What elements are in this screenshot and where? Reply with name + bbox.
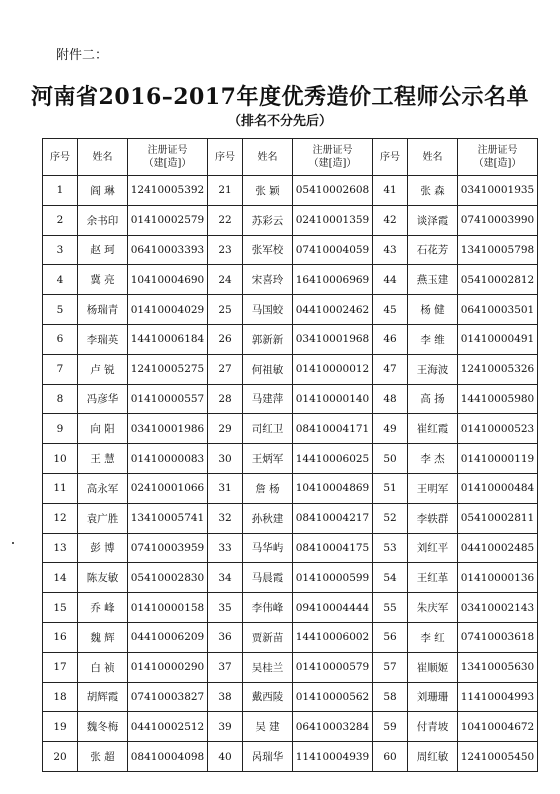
name-cell: 崔红霞 [408,414,458,444]
name-cell: 刘珊珊 [408,682,458,712]
name-cell: 魏冬梅 [78,712,128,742]
name-cell: 冯彦华 [78,384,128,414]
table-row [43,563,538,593]
cert-number-cell: 04410002462 [293,295,373,325]
table-row [43,444,538,474]
name-cell: 朱庆军 [408,593,458,623]
seq-cell: 59 [373,712,408,742]
cert-number-cell: 06410003393 [128,235,208,265]
seq-cell: 38 [208,682,243,712]
cert-number-cell: 01410000562 [293,682,373,712]
header-row [43,139,538,176]
cert-number-cell: 07410003990 [458,205,538,235]
seq-cell: 13 [43,533,78,563]
name-cell: 张军校 [243,235,293,265]
cert-number-cell: 12410005275 [128,354,208,384]
cert-number-cell: 02410001066 [128,473,208,503]
cert-number-cell: 01410000140 [293,384,373,414]
name-cell: 马建萍 [243,384,293,414]
table-row [43,503,538,533]
seq-cell: 15 [43,593,78,623]
name-cell: 王明军 [408,473,458,503]
cert-number-cell: 12410005450 [458,742,538,772]
cert-number-cell: 01410000579 [293,652,373,682]
header-name: 姓名 [243,139,293,176]
seq-cell: 43 [373,235,408,265]
cert-number-cell: 08410004098 [128,742,208,772]
seq-cell: 16 [43,622,78,652]
name-cell: 胡辉霞 [78,682,128,712]
header-seq: 序号 [208,139,243,176]
header-seq: 序号 [43,139,78,176]
name-cell: 李 维 [408,324,458,354]
table-row [43,712,538,742]
cert-number-cell: 13410005630 [458,652,538,682]
name-cell: 彭 博 [78,533,128,563]
cert-number-cell: 14410006002 [293,622,373,652]
name-cell: 马国蛟 [243,295,293,325]
seq-cell: 10 [43,444,78,474]
header-cert [128,139,208,176]
seq-cell: 48 [373,384,408,414]
cert-number-cell: 13410005798 [458,235,538,265]
name-cell: 李 红 [408,622,458,652]
table-row [43,295,538,325]
seq-cell: 40 [208,742,243,772]
header-cert [293,139,373,176]
seq-cell: 29 [208,414,243,444]
cert-number-cell: 07410003618 [458,622,538,652]
page-subtitle: （排名不分先后） [227,114,332,129]
name-cell: 赵 珂 [78,235,128,265]
name-cell: 宋喜玲 [243,265,293,295]
seq-cell: 53 [373,533,408,563]
cert-number-cell: 01410004029 [128,295,208,325]
cert-number-cell: 04410002485 [458,533,538,563]
table-row [43,176,538,206]
cert-number-cell: 05410002811 [458,503,538,533]
seq-cell: 8 [43,384,78,414]
name-cell: 贾新苗 [243,622,293,652]
table-row [43,205,538,235]
name-cell: 刘红平 [408,533,458,563]
name-cell: 戴西陵 [243,682,293,712]
cert-number-cell: 11410004939 [293,742,373,772]
seq-cell: 58 [373,682,408,712]
attachment-label: 附件二： [56,48,109,63]
seq-cell: 52 [373,503,408,533]
cert-number-cell: 03410001968 [293,324,373,354]
seq-cell: 51 [373,473,408,503]
table-row [43,593,538,623]
header-cert-line1: 注册证号 [147,145,188,156]
cert-number-cell: 07410003959 [128,533,208,563]
cert-number-cell: 07410004059 [293,235,373,265]
seq-cell: 60 [373,742,408,772]
cert-number-cell: 13410005741 [128,503,208,533]
name-cell: 袁广胜 [78,503,128,533]
seq-cell: 55 [373,593,408,623]
cert-number-cell: 10410004869 [293,473,373,503]
name-cell: 谈泽霞 [408,205,458,235]
name-cell: 马晨霞 [243,563,293,593]
name-cell: 张 超 [78,742,128,772]
name-cell: 马华屿 [243,533,293,563]
cert-number-cell: 08410004171 [293,414,373,444]
seq-cell: 6 [43,324,78,354]
header-cert [458,139,538,176]
seq-cell: 7 [43,354,78,384]
seq-cell: 32 [208,503,243,533]
seq-cell: 5 [43,295,78,325]
seq-cell: 14 [43,563,78,593]
name-cell: 杨瑞青 [78,295,128,325]
name-cell: 白 祯 [78,652,128,682]
seq-cell: 3 [43,235,78,265]
name-cell: 李伟峰 [243,593,293,623]
name-cell: 高永军 [78,473,128,503]
seq-cell: 20 [43,742,78,772]
seq-cell: 41 [373,176,408,206]
table-row [43,742,538,772]
cert-number-cell: 01410000119 [458,444,538,474]
seq-cell: 18 [43,682,78,712]
name-cell: 魏 辉 [78,622,128,652]
seq-cell: 19 [43,712,78,742]
header-cert-line2: （建[造]） [308,158,357,169]
name-cell: 阎 琳 [78,176,128,206]
cert-number-cell: 01410000136 [458,563,538,593]
name-cell: 郭新新 [243,324,293,354]
seq-cell: 42 [373,205,408,235]
name-cell: 张 颖 [243,176,293,206]
name-cell: 王红革 [408,563,458,593]
name-cell: 崔顺姬 [408,652,458,682]
seq-cell: 2 [43,205,78,235]
cert-number-cell: 02410001359 [293,205,373,235]
cert-number-cell: 12410005326 [458,354,538,384]
header-cert-line1: 注册证号 [312,145,353,156]
table-row [43,414,538,444]
cert-number-cell: 01410000012 [293,354,373,384]
seq-cell: 33 [208,533,243,563]
cert-number-cell: 14410005980 [458,384,538,414]
seq-cell: 22 [208,205,243,235]
cert-number-cell: 03410001935 [458,176,538,206]
header-cert-line2: （建[造]） [143,158,192,169]
seq-cell: 28 [208,384,243,414]
seq-cell: 24 [208,265,243,295]
cert-number-cell: 01410000491 [458,324,538,354]
name-cell: 高 扬 [408,384,458,414]
seq-cell: 46 [373,324,408,354]
seq-cell: 35 [208,593,243,623]
header-cert-line2: （建[造]） [473,158,522,169]
cert-number-cell: 10410004690 [128,265,208,295]
name-cell: 苏彩云 [243,205,293,235]
name-cell: 杨 健 [408,295,458,325]
name-cell: 吴 建 [243,712,293,742]
scan-speck [12,542,14,544]
name-cell: 石花芳 [408,235,458,265]
cert-number-cell: 12410005392 [128,176,208,206]
seq-cell: 9 [43,414,78,444]
cert-number-cell: 05410002608 [293,176,373,206]
name-cell: 乔 峰 [78,593,128,623]
cert-number-cell: 07410003827 [128,682,208,712]
name-cell: 燕玉建 [408,265,458,295]
seq-cell: 54 [373,563,408,593]
seq-cell: 30 [208,444,243,474]
seq-cell: 23 [208,235,243,265]
seq-cell: 37 [208,652,243,682]
cert-number-cell: 05410002812 [458,265,538,295]
cert-number-cell: 04410006209 [128,622,208,652]
seq-cell: 12 [43,503,78,533]
seq-cell: 27 [208,354,243,384]
seq-cell: 4 [43,265,78,295]
name-cell: 余书印 [78,205,128,235]
seq-cell: 44 [373,265,408,295]
page-title: 河南省2016–2017年度优秀造价工程师公示名单 [31,84,529,110]
name-cell: 王海波 [408,354,458,384]
name-cell: 王炳军 [243,444,293,474]
table-row [43,384,538,414]
seq-cell: 1 [43,176,78,206]
name-cell: 吴桂兰 [243,652,293,682]
seq-cell: 57 [373,652,408,682]
header-seq: 序号 [373,139,408,176]
seq-cell: 17 [43,652,78,682]
name-cell: 詹 杨 [243,473,293,503]
table-body [43,176,538,772]
seq-cell: 31 [208,473,243,503]
cert-number-cell: 03410002143 [458,593,538,623]
cert-number-cell: 05410002830 [128,563,208,593]
name-cell: 司红卫 [243,414,293,444]
name-cell: 李瑞英 [78,324,128,354]
cert-number-cell: 06410003284 [293,712,373,742]
cert-number-cell: 08410004175 [293,533,373,563]
cert-number-cell: 01410000158 [128,593,208,623]
cert-number-cell: 06410003501 [458,295,538,325]
seq-cell: 50 [373,444,408,474]
cert-number-cell: 16410006969 [293,265,373,295]
cert-number-cell: 01410000557 [128,384,208,414]
table-row [43,265,538,295]
name-cell: 何祖敏 [243,354,293,384]
seq-cell: 49 [373,414,408,444]
table-row [43,682,538,712]
cert-number-cell: 10410004672 [458,712,538,742]
header-name: 姓名 [408,139,458,176]
name-cell: 呙瑞华 [243,742,293,772]
seq-cell: 56 [373,622,408,652]
cert-number-cell: 01410000484 [458,473,538,503]
cert-number-cell: 01410000290 [128,652,208,682]
cert-number-cell: 01410000599 [293,563,373,593]
table-row [43,324,538,354]
cert-number-cell: 08410004217 [293,503,373,533]
cert-number-cell: 01410000083 [128,444,208,474]
header-cert-line1: 注册证号 [477,145,518,156]
name-cell: 王 慧 [78,444,128,474]
table-row [43,354,538,384]
cert-number-cell: 01410000523 [458,414,538,444]
seq-cell: 34 [208,563,243,593]
cert-number-cell: 03410001986 [128,414,208,444]
cert-number-cell: 11410004993 [458,682,538,712]
name-cell: 卢 锐 [78,354,128,384]
table-row [43,533,538,563]
seq-cell: 11 [43,473,78,503]
name-cell: 张 森 [408,176,458,206]
cert-number-cell: 14410006025 [293,444,373,474]
seq-cell: 21 [208,176,243,206]
name-cell: 付青坡 [408,712,458,742]
seq-cell: 39 [208,712,243,742]
cert-number-cell: 04410002512 [128,712,208,742]
seq-cell: 36 [208,622,243,652]
table-row [43,235,538,265]
seq-cell: 26 [208,324,243,354]
name-cell: 周红敏 [408,742,458,772]
cert-number-cell: 01410002579 [128,205,208,235]
header-name: 姓名 [78,139,128,176]
name-cell: 向 阳 [78,414,128,444]
name-cell: 冀 亮 [78,265,128,295]
cert-number-cell: 14410006184 [128,324,208,354]
seq-cell: 45 [373,295,408,325]
cert-number-cell: 09410004444 [293,593,373,623]
name-cell: 陈友敏 [78,563,128,593]
table-row [43,622,538,652]
engineer-list-table [42,138,538,772]
table-row [43,473,538,503]
seq-cell: 25 [208,295,243,325]
table-row [43,652,538,682]
name-cell: 李轶群 [408,503,458,533]
name-cell: 李 杰 [408,444,458,474]
seq-cell: 47 [373,354,408,384]
name-cell: 孙秋建 [243,503,293,533]
